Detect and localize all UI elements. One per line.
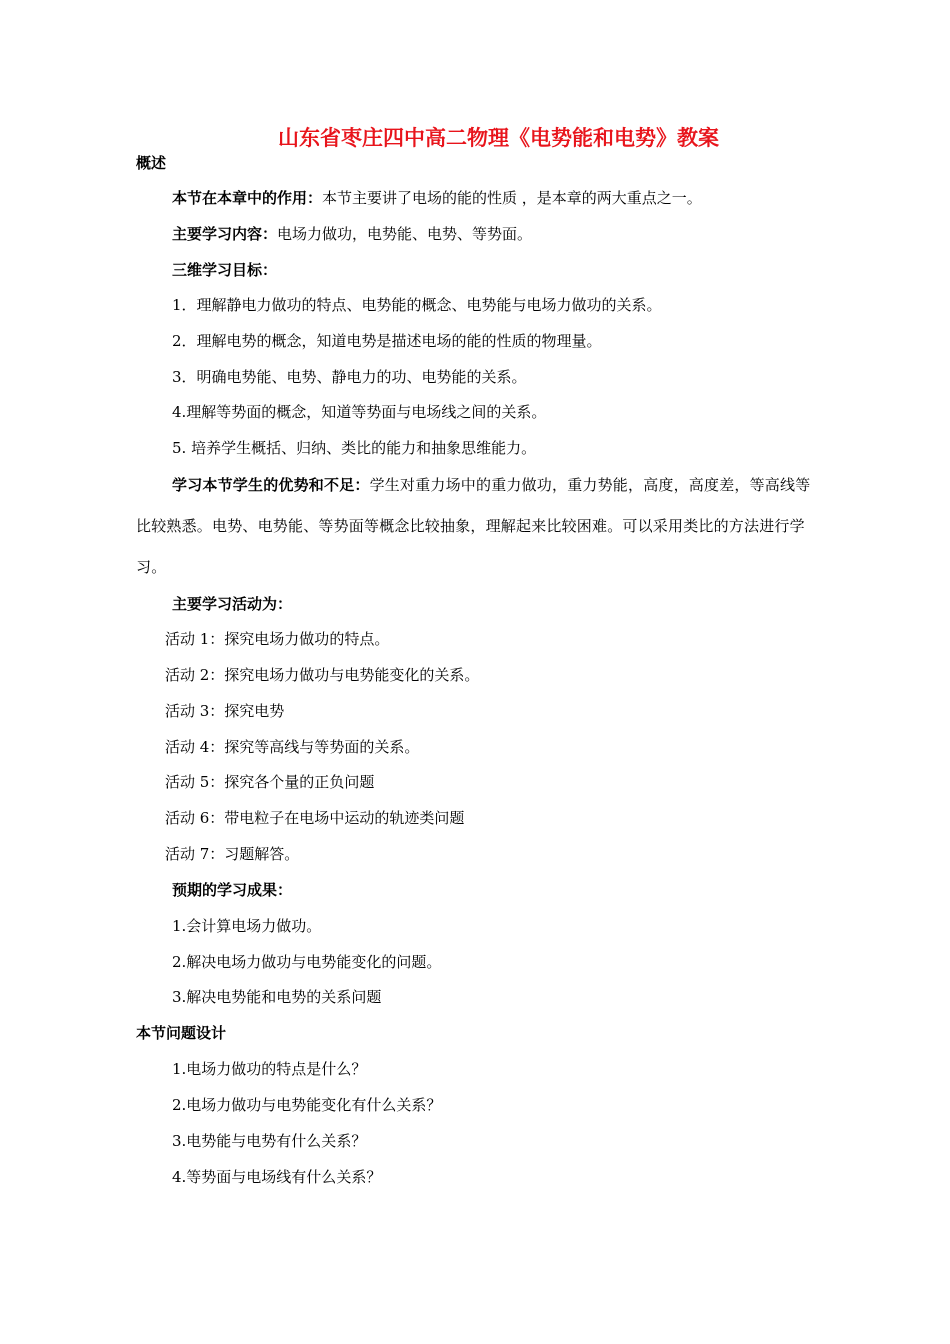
goal-item: 3．明确电势能、电势、静电力的功、电势能的关系。 xyxy=(172,368,527,386)
activities-heading: 主要学习活动为： xyxy=(172,595,293,613)
content-paragraph xyxy=(172,224,532,244)
question-item: 1.电场力做功的特点是什么？ xyxy=(172,1060,367,1078)
question-item: 2.电场力做功与电势能变化有什么关系？ xyxy=(172,1096,442,1114)
role-paragraph xyxy=(172,188,702,208)
activity-item: 活动 2：探究电场力做功与电势能变化的关系。 xyxy=(165,666,480,684)
overview-heading: 概述 xyxy=(136,154,167,172)
content-text: 电场力做功，电势能、电势、等势面。 xyxy=(277,225,533,243)
goal-item: 5. 培养学生概括、归纳、类比的能力和抽象思维能力。 xyxy=(172,439,537,457)
document-title: 山东省枣庄四中高二物理《电势能和电势》教案 xyxy=(278,125,719,150)
goal-item: 1．理解静电力做功的特点、电势能的概念、电势能与电场力做功的关系。 xyxy=(172,296,662,314)
activity-item: 活动 6：带电粒子在电场中运动的轨迹类问题 xyxy=(165,809,465,827)
content-label: 主要学习内容： xyxy=(172,225,278,243)
outcome-item: 2.解决电场力做功与电势能变化的问题。 xyxy=(172,953,442,971)
role-label: 本节在本章中的作用： xyxy=(172,189,323,207)
questions-heading: 本节问题设计 xyxy=(136,1024,227,1042)
question-item: 3.电势能与电势有什么关系？ xyxy=(172,1132,367,1150)
goal-item: 2．理解电势的概念，知道电势是描述电场的能的性质的物理量。 xyxy=(172,332,602,350)
question-item: 4.等势面与电场线有什么关系？ xyxy=(172,1168,382,1186)
advantage-paragraph xyxy=(136,465,816,588)
goals-heading: 三维学习目标： xyxy=(172,261,278,279)
outcome-item: 1.会计算电场力做功。 xyxy=(172,917,322,935)
activity-item: 活动 7：习题解答。 xyxy=(165,845,300,863)
activity-item: 活动 5：探究各个量的正负问题 xyxy=(165,773,375,791)
goal-item: 4.理解等势面的概念，知道等势面与电场线之间的关系。 xyxy=(172,403,547,421)
activity-item: 活动 3：探究电势 xyxy=(165,702,285,720)
outcomes-heading: 预期的学习成果： xyxy=(172,881,293,899)
role-text: 本节主要讲了电场的能的性质 ，是本章的两大重点之一。 xyxy=(322,189,702,207)
activity-item: 活动 4：探究等高线与等势面的关系。 xyxy=(165,738,420,756)
outcome-item: 3.解决电势能和电势的关系问题 xyxy=(172,988,382,1006)
advantage-text: 学生对重力场中的重力做功，重力势能，高度，高度差，等高线等比较熟悉。电势、电势能、等势面等概念比较抽象，理解起来比较困难。可以采用类比的方法进行学习。 xyxy=(136,476,811,576)
activity-item: 活动 1：探究电场力做功的特点。 xyxy=(165,630,390,648)
advantage-label: 学习本节学生的优势和不足： xyxy=(172,476,370,494)
